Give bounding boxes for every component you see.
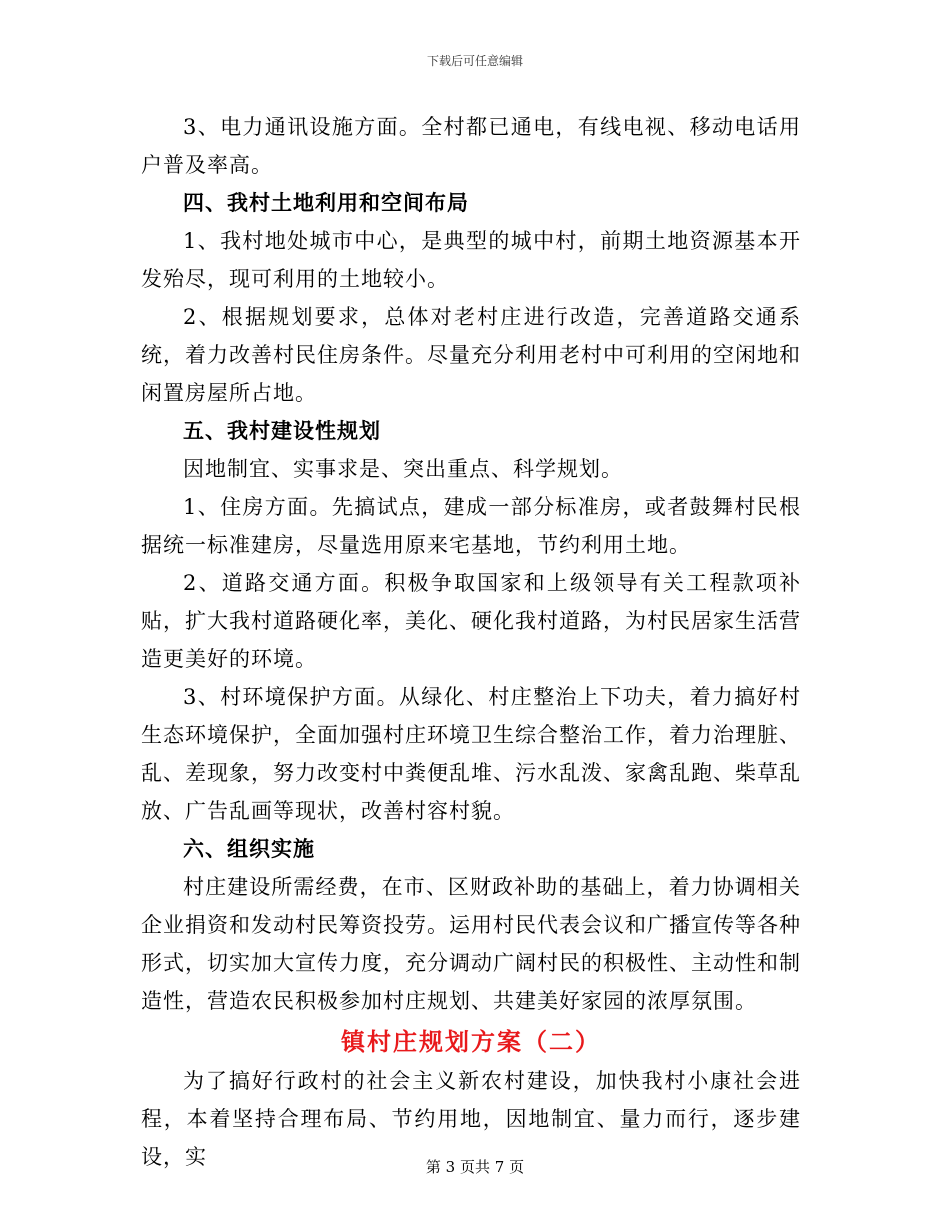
section-heading-land-use: 四、我村土地利用和空间布局	[183, 190, 469, 215]
section-heading-construction: 五、我村建设性规划	[183, 418, 381, 443]
paragraph-intro: 为了搞好行政村的社会主义新农村建设，加快我村小康社会进程，本着坚持合理布局、节约用地，因地制宜、量力而行，逐步建设，实	[141, 1069, 801, 1169]
paragraph-housing: 1、住房方面。先搞试点，建成一部分标准房，或者鼓舞村民根据统一标准建房，尽量选用原来宅基地，节约利用土地。	[141, 495, 801, 557]
document-title: 镇村庄规划方案（二）	[341, 1027, 601, 1056]
page-header: 下载后可任意编辑	[426, 54, 523, 68]
paragraph-environment: 3、村环境保护方面。从绿化、村庄整治上下功夫，着力搞好村生态环境保护，全面加强村庄环境卫生综合整治工作，着力治理脏、乱、差现象，努力改变村中粪便乱堆、污水乱泼、家禽乱跑、柴草乱放、广告乱画等现状，改善村容村貌。	[141, 685, 801, 823]
paragraph-land-1: 1、我村地处城市中心，是典型的城中村，前期土地资源基本开发殆尽，现可利用的土地较小。	[141, 229, 801, 291]
paragraph-funding: 村庄建设所需经费，在市、区财政补助的基础上，着力协调相关企业捐资和发动村民筹资投劳。运用村民代表会议和广播宣传等各种形式，切实加大宣传力度，充分调动广阔村民的积极性、主动性和制造性，营造农民积极参加村庄规划、共建美好家园的浓厚氛围。	[141, 875, 801, 1013]
page-footer: 第 3 页共 7 页	[425, 1158, 525, 1176]
paragraph-telecom: 3、电力通讯设施方面。全村都已通电，有线电视、移动电话用户普及率高。	[141, 115, 801, 177]
section-heading-implementation: 六、组织实施	[183, 836, 315, 861]
document-body	[141, 108, 801, 1176]
paragraph-land-2: 2、根据规划要求，总体对老村庄进行改造，完善道路交通系统，着力改善村民住房条件。尽量充分利用老村中可利用的空闲地和闲置房屋所占地。	[141, 305, 801, 405]
paragraph-roads: 2、道路交通方面。积极争取国家和上级领导有关工程款项补贴，扩大我村道路硬化率，美化、硬化我村道路，为村民居家生活营造更美好的环境。	[141, 571, 801, 671]
paragraph-principles: 因地制宜、实事求是、突出重点、科学规划。	[183, 457, 623, 481]
